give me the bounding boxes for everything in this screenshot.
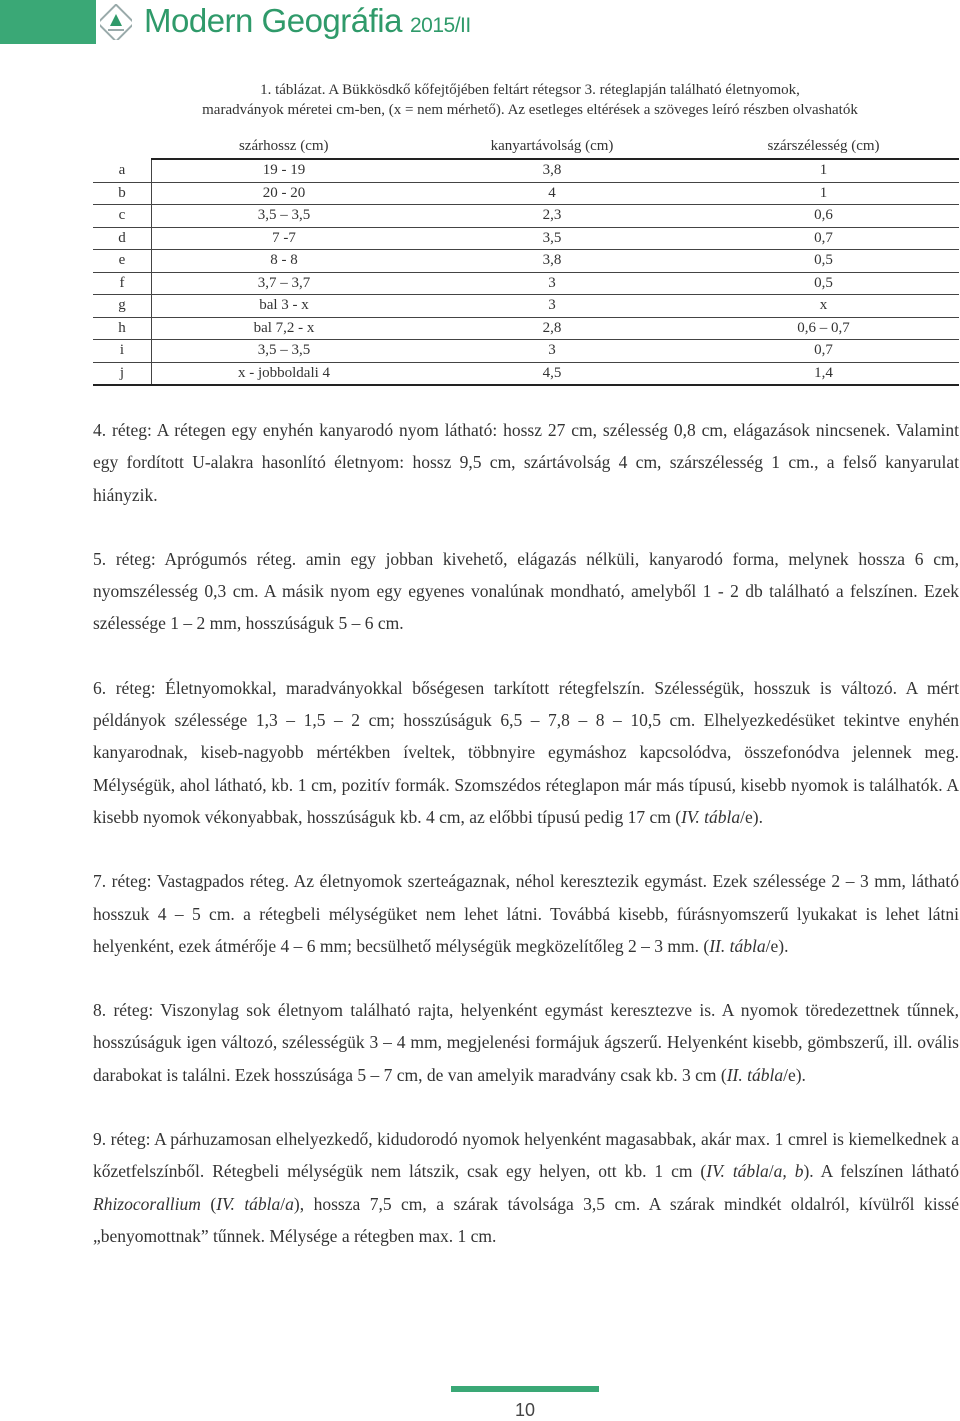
paragraph-layer-5: 5. réteg: Aprógumós réteg. amin egy jobban kivehető, elágazás nélküli, kanyarodó forma, melynek hossza 6 cm, nyomszélesség 0,3 cm. A másik nyom egy egyenes vonalúnak mondható, amelyből 1 - 2 db található a felszínen. Ezek szélessége 1 – 2 mm, hosszúságuk 5 – 6 cm. xyxy=(93,548,959,634)
table-header-row xyxy=(93,134,959,159)
journal-title xyxy=(144,2,471,40)
paragraph-layer-7 xyxy=(93,865,959,962)
p9-text: 9. réteg: A párhuzamosan elhelyezkedő, kidudorodó nyomok helyenként magasabbak, akár max. 1 cmrel is kiemelkednek a kőzetfelszínből. Rétegbeli mélységük nem látszik, csak egy helyen, ott kb. 1 cm ( xyxy=(93,1129,959,1182)
row-label: b xyxy=(93,182,152,205)
cell-shaft-width: 0,7 xyxy=(688,227,959,250)
p9-ref-letter: a xyxy=(285,1193,294,1214)
header-curve-distance: kanyartávolság (cm) xyxy=(416,134,688,159)
cell-shaft-width: 0,5 xyxy=(688,272,959,295)
p7-tail: /e). xyxy=(765,935,789,956)
p6-text: 6. réteg: Életnyomokkal, maradványokkal bőségesen tarkított rétegfelszín. Szélességük, hosszuk is változó. A mért példányok szélessége 1,3 – 1,5 – 2 cm; hosszúságuk 6,5 – 7,8 – 8 – 10,5 cm. Elhelyezkedésüket tekintve enyhén kanyarodnak, kiseb-nagyobb mértékben íveltek, többnyire egymáshoz kapcsolódva, összefonódva jelennek meg. Mélységük, ahol látható, kb. 1 cm, pozitív formák. Szomszédos réteglapon már más típusú, kisebb nyomok is találhatók. A kisebb nyomok vékonyabbak, hosszúságuk kb. 4 cm, az előbbi típusú pedig 17 cm ( xyxy=(93,677,959,827)
cell-curve-distance: 3 xyxy=(416,295,688,318)
table-row xyxy=(93,317,959,340)
measurement-table xyxy=(93,134,959,386)
header-shaft-length: szárhossz (cm) xyxy=(152,134,417,159)
row-label: c xyxy=(93,205,152,228)
table-row xyxy=(93,340,959,363)
cell-shaft-length: 20 - 20 xyxy=(152,182,417,205)
cell-curve-distance: 2,3 xyxy=(416,205,688,228)
p9-plate-ref-2: IV. tábla xyxy=(216,1193,281,1214)
cell-shaft-length: bal 7,2 - x xyxy=(152,317,417,340)
cell-shaft-length: x - jobboldali 4 xyxy=(152,362,417,385)
cell-curve-distance: 3 xyxy=(416,272,688,295)
cell-shaft-width: 0,6 xyxy=(688,205,959,228)
body-text xyxy=(93,414,959,1284)
journal-logo-icon xyxy=(100,4,132,40)
cell-shaft-length: 3,5 – 3,5 xyxy=(152,205,417,228)
journal-name: Modern Geográfia xyxy=(144,2,402,39)
p9-slash-2: / xyxy=(280,1193,286,1214)
p8-plate-ref: II. tábla xyxy=(726,1064,784,1085)
table-row xyxy=(93,295,959,318)
p9-text-4: ), hossza 7,5 cm, a szárak távolsága 3,5 cm. A szárak mindkét oldalról, kívülről kissé „benyomottnak” tűnnek. Mélysége a rétegben max. 1 cm. xyxy=(93,1193,959,1246)
header-shaft-width: szárszélesség (cm) xyxy=(688,134,959,159)
p9-ref-letters: a, b xyxy=(773,1161,804,1182)
cell-curve-distance: 3 xyxy=(416,340,688,363)
table-row xyxy=(93,182,959,205)
cell-shaft-length: bal 3 - x xyxy=(152,295,417,318)
cell-shaft-width: 1 xyxy=(688,182,959,205)
cell-shaft-width: 0,5 xyxy=(688,250,959,273)
table-row xyxy=(93,250,959,273)
row-label: i xyxy=(93,340,152,363)
row-label: d xyxy=(93,227,152,250)
p9-species: Rhizocorallium xyxy=(93,1193,201,1214)
paragraph-layer-9 xyxy=(93,1123,959,1252)
caption-line-1: 1. táblázat. A Bükkösdkő kőfejtőjében feltárt rétegsor 3. réteglapján található életnyomok, xyxy=(260,82,800,98)
paragraph-layer-6 xyxy=(93,672,959,833)
cell-curve-distance: 3,8 xyxy=(416,250,688,273)
cell-shaft-width: 0,6 – 0,7 xyxy=(688,317,959,340)
cell-curve-distance: 3,8 xyxy=(416,159,688,182)
footer-accent-bar xyxy=(451,1386,599,1392)
caption-line-2: maradványok méretei cm-ben, (x = nem mérhető). Az esetleges eltérések a szöveges leíró részben olvashatók xyxy=(202,102,858,118)
cell-shaft-length: 8 - 8 xyxy=(152,250,417,273)
cell-shaft-length: 3,5 – 3,5 xyxy=(152,340,417,363)
cell-shaft-length: 19 - 19 xyxy=(152,159,417,182)
table-row xyxy=(93,159,959,182)
cell-shaft-width: 1,4 xyxy=(688,362,959,385)
row-label: j xyxy=(93,362,152,385)
p9-text-2: ). A felszínen látható xyxy=(803,1161,959,1182)
page-number: 10 xyxy=(514,1400,536,1420)
p8-text: 8. réteg: Viszonylag sok életnyom található rajta, helyenként egymást keresztezve is. A nyomok töredezettnek tűnnek, hosszúságuk igen változó, szélességük 3 – 4 mm, megjelenési formájuk ágszerű. Helyenként kisebb, gömbszerű, ill. ovális darabokat is találni. Ezek hosszúsága 5 – 7 cm, de van amelyik maradvány csak kb. 3 cm ( xyxy=(93,1000,959,1085)
journal-issue: 2015/II xyxy=(409,14,471,37)
p6-plate-ref: IV. tábla xyxy=(681,806,741,827)
row-label: a xyxy=(93,159,152,182)
cell-shaft-width: 1 xyxy=(688,159,959,182)
cell-shaft-length: 3,7 – 3,7 xyxy=(152,272,417,295)
cell-shaft-width: x xyxy=(688,295,959,318)
cell-curve-distance: 3,5 xyxy=(416,227,688,250)
table-row xyxy=(93,205,959,228)
cell-shaft-width: 0,7 xyxy=(688,340,959,363)
table-row xyxy=(93,362,959,385)
p9-slash-1: / xyxy=(768,1161,774,1182)
p9-text-3: ( xyxy=(200,1193,217,1214)
row-label: g xyxy=(93,295,152,318)
cell-curve-distance: 2,8 xyxy=(416,317,688,340)
table-row xyxy=(93,227,959,250)
paragraph-layer-4: 4. réteg: A rétegen egy enyhén kanyarodó nyom látható: hossz 27 cm, szélesség 0,8 cm, elágazások nincsenek. Valamint egy fordított U-alakra hasonlító életnyom: hossz 9,5 cm, szártávolság 4 cm, szárszélesség 1 cm., a felső kanyarulat hiányzik. xyxy=(93,420,959,505)
header-accent-bar xyxy=(0,0,96,44)
row-label: f xyxy=(93,272,152,295)
p7-text: 7. réteg: Vastagpados réteg. Az életnyomok szerteágaznak, néhol keresztezik egymást. Ezek szélessége 2 – 3 mm, látható hosszuk 4 – 5 cm. a rétegbeli mélységüket nem lehet látni. Továbbá kisebb, fúrásnyomszerű lyukakat is lehet látni helyenként, ezek átmérője 4 – 6 mm; becsülhető mélységük megközelítőleg 2 – 3 mm. ( xyxy=(93,871,959,956)
table-caption xyxy=(100,80,960,120)
p6-tail: /e). xyxy=(740,806,763,827)
paragraph-layer-8 xyxy=(93,994,959,1091)
p7-plate-ref: II. tábla xyxy=(709,935,766,956)
p8-tail: /e). xyxy=(783,1064,806,1085)
table-row xyxy=(93,272,959,295)
header-empty-cell xyxy=(93,134,152,159)
cell-curve-distance: 4 xyxy=(416,182,688,205)
row-label: h xyxy=(93,317,152,340)
cell-curve-distance: 4,5 xyxy=(416,362,688,385)
row-label: e xyxy=(93,250,152,273)
cell-shaft-length: 7 -7 xyxy=(152,227,417,250)
p9-plate-ref-1: IV. tábla xyxy=(706,1161,769,1182)
